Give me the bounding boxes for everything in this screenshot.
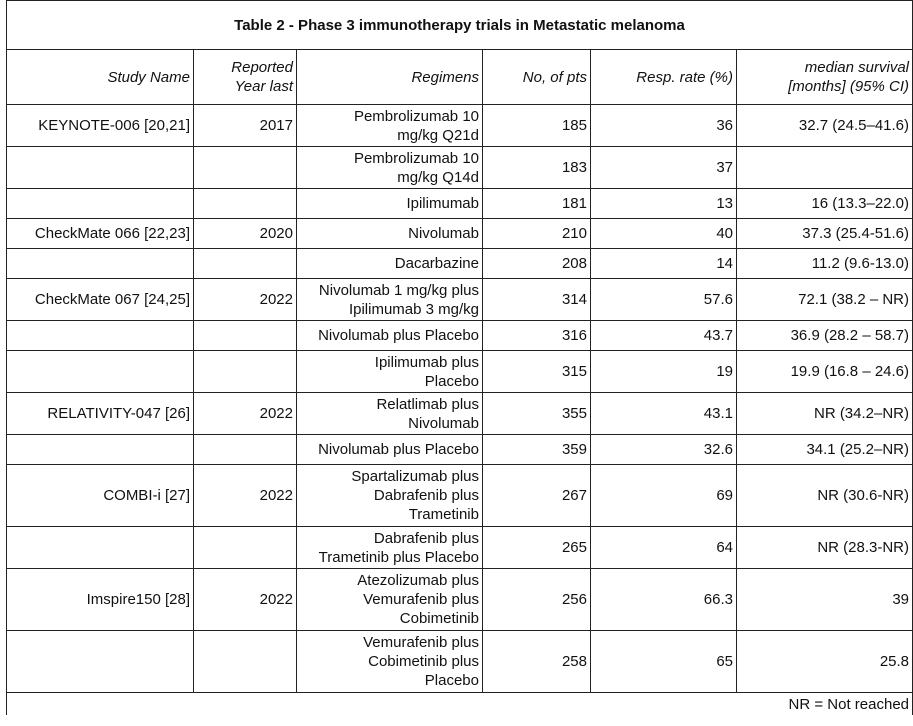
table-row <box>7 631 913 693</box>
cell-survival: 11.2 (9.6-13.0) <box>737 249 913 279</box>
table-row <box>7 219 913 249</box>
cell-study <box>7 321 194 351</box>
cell-year <box>194 249 297 279</box>
footnote: NR = Not reached <box>7 693 913 716</box>
cell-resp: 19 <box>591 351 737 393</box>
cell-regimen <box>297 435 483 465</box>
cell-survival: 39 <box>737 569 913 631</box>
regimen-line: mg/kg Q21d <box>397 126 479 144</box>
cell-year: 2017 <box>194 105 297 147</box>
table-row <box>7 465 913 527</box>
cell-year <box>194 631 297 693</box>
regimen-line: Spartalizumab plus <box>351 468 479 485</box>
table-row <box>7 527 913 569</box>
cell-pts: 181 <box>483 189 591 219</box>
cell-regimen <box>297 219 483 249</box>
cell-resp: 13 <box>591 189 737 219</box>
header-resp: Resp. rate (%) <box>591 50 737 105</box>
table-row <box>7 321 913 351</box>
regimen-line: Ipilimumab plus <box>374 353 479 371</box>
regimen-line: Cobimetinib <box>399 610 479 627</box>
regimen-line: Vemurafenib plus <box>363 634 479 651</box>
cell-study <box>7 631 194 693</box>
regimen-line: mg/kg Q14d <box>397 168 479 186</box>
cell-pts: 256 <box>483 569 591 631</box>
cell-study: COMBI-i [27] <box>7 465 194 527</box>
table-row <box>7 189 913 219</box>
table-row <box>7 351 913 393</box>
cell-survival: 19.9 (16.8 – 24.6) <box>737 351 913 393</box>
trials-table <box>6 0 913 715</box>
cell-resp: 57.6 <box>591 279 737 321</box>
cell-pts: 185 <box>483 105 591 147</box>
cell-pts: 183 <box>483 147 591 189</box>
regimen-line: Nivolumab plus Placebo <box>318 441 479 458</box>
cell-resp: 69 <box>591 465 737 527</box>
cell-resp: 32.6 <box>591 435 737 465</box>
cell-pts: 315 <box>483 351 591 393</box>
table-row <box>7 105 913 147</box>
header-year: Reported Year last <box>194 50 297 105</box>
regimen-line: Nivolumab <box>408 414 479 432</box>
regimen-line: Pembrolizumab 10 <box>353 107 479 125</box>
cell-survival <box>737 147 913 189</box>
regimen-line: Dabrafenib plus <box>373 529 479 547</box>
regimen-line: Ipilimumab <box>406 195 479 212</box>
cell-regimen <box>297 631 483 693</box>
cell-regimen <box>297 465 483 527</box>
cell-regimen <box>297 189 483 219</box>
table-row <box>7 279 913 321</box>
cell-survival: 37.3 (25.4-51.6) <box>737 219 913 249</box>
cell-study <box>7 351 194 393</box>
cell-regimen <box>297 105 483 147</box>
cell-pts: 258 <box>483 631 591 693</box>
cell-year <box>194 351 297 393</box>
cell-survival: 72.1 (38.2 – NR) <box>737 279 913 321</box>
cell-survival: 25.8 <box>737 631 913 693</box>
cell-regimen <box>297 279 483 321</box>
cell-survival: NR (30.6-NR) <box>737 465 913 527</box>
cell-study: KEYNOTE-006 [20,21] <box>7 105 194 147</box>
cell-pts: 210 <box>483 219 591 249</box>
regimen-line: Trametinib <box>408 506 479 523</box>
cell-survival: 34.1 (25.2–NR) <box>737 435 913 465</box>
regimen-line: Ipilimumab 3 mg/kg <box>348 300 479 318</box>
table-row <box>7 147 913 189</box>
regimen-line: Nivolumab plus Placebo <box>318 327 479 344</box>
regimen-line: Placebo <box>424 672 479 689</box>
cell-study <box>7 147 194 189</box>
cell-year: 2020 <box>194 219 297 249</box>
cell-resp: 65 <box>591 631 737 693</box>
table-row <box>7 435 913 465</box>
cell-study: CheckMate 066 [22,23] <box>7 219 194 249</box>
table-row <box>7 569 913 631</box>
cell-resp: 37 <box>591 147 737 189</box>
cell-resp: 66.3 <box>591 569 737 631</box>
regimen-line: Atezolizumab plus <box>357 572 479 589</box>
cell-regimen <box>297 321 483 351</box>
cell-regimen <box>297 249 483 279</box>
header-regimens: Regimens <box>297 50 483 105</box>
regimen-line: Trametinib plus Placebo <box>318 548 479 566</box>
cell-year <box>194 189 297 219</box>
cell-year: 2022 <box>194 393 297 435</box>
cell-regimen <box>297 527 483 569</box>
regimen-line: Relatlimab plus <box>376 395 479 413</box>
regimen-line: Cobimetinib plus <box>368 653 479 670</box>
cell-pts: 359 <box>483 435 591 465</box>
regimen-line: Dabrafenib plus <box>373 487 479 504</box>
cell-study: Imspire150 [28] <box>7 569 194 631</box>
regimen-line: Pembrolizumab 10 <box>353 149 479 167</box>
cell-regimen <box>297 569 483 631</box>
cell-survival: 36.9 (28.2 – 58.7) <box>737 321 913 351</box>
cell-resp: 43.1 <box>591 393 737 435</box>
cell-resp: 36 <box>591 105 737 147</box>
cell-pts: 314 <box>483 279 591 321</box>
cell-year <box>194 435 297 465</box>
header-row <box>7 50 913 105</box>
cell-regimen <box>297 147 483 189</box>
cell-pts: 355 <box>483 393 591 435</box>
cell-year: 2022 <box>194 465 297 527</box>
regimen-line: Nivolumab 1 mg/kg plus <box>318 281 479 299</box>
cell-resp: 64 <box>591 527 737 569</box>
header-study: Study Name <box>7 50 194 105</box>
cell-study <box>7 249 194 279</box>
header-survival: median survival [months] (95% CI) <box>737 50 913 105</box>
cell-resp: 40 <box>591 219 737 249</box>
regimen-line: Vemurafenib plus <box>363 591 479 608</box>
cell-resp: 43.7 <box>591 321 737 351</box>
cell-regimen <box>297 351 483 393</box>
cell-pts: 265 <box>483 527 591 569</box>
regimen-line: Dacarbazine <box>394 255 479 272</box>
cell-study: CheckMate 067 [24,25] <box>7 279 194 321</box>
cell-pts: 316 <box>483 321 591 351</box>
cell-survival: NR (34.2–NR) <box>737 393 913 435</box>
table-title: Table 2 - Phase 3 immunotherapy trials in Metastatic melanoma <box>7 1 913 50</box>
regimen-line: Nivolumab <box>408 225 479 242</box>
cell-study: RELATIVITY-047 [26] <box>7 393 194 435</box>
cell-year: 2022 <box>194 279 297 321</box>
cell-survival: NR (28.3-NR) <box>737 527 913 569</box>
table-row <box>7 249 913 279</box>
cell-study <box>7 527 194 569</box>
regimen-line: Placebo <box>424 372 479 390</box>
cell-pts: 208 <box>483 249 591 279</box>
cell-year <box>194 321 297 351</box>
cell-survival: 32.7 (24.5–41.6) <box>737 105 913 147</box>
cell-resp: 14 <box>591 249 737 279</box>
cell-study <box>7 189 194 219</box>
cell-year <box>194 147 297 189</box>
cell-year: 2022 <box>194 569 297 631</box>
cell-study <box>7 435 194 465</box>
cell-survival: 16 (13.3–22.0) <box>737 189 913 219</box>
cell-pts: 267 <box>483 465 591 527</box>
table-row <box>7 393 913 435</box>
header-pts: No, of pts <box>483 50 591 105</box>
cell-regimen <box>297 393 483 435</box>
cell-year <box>194 527 297 569</box>
